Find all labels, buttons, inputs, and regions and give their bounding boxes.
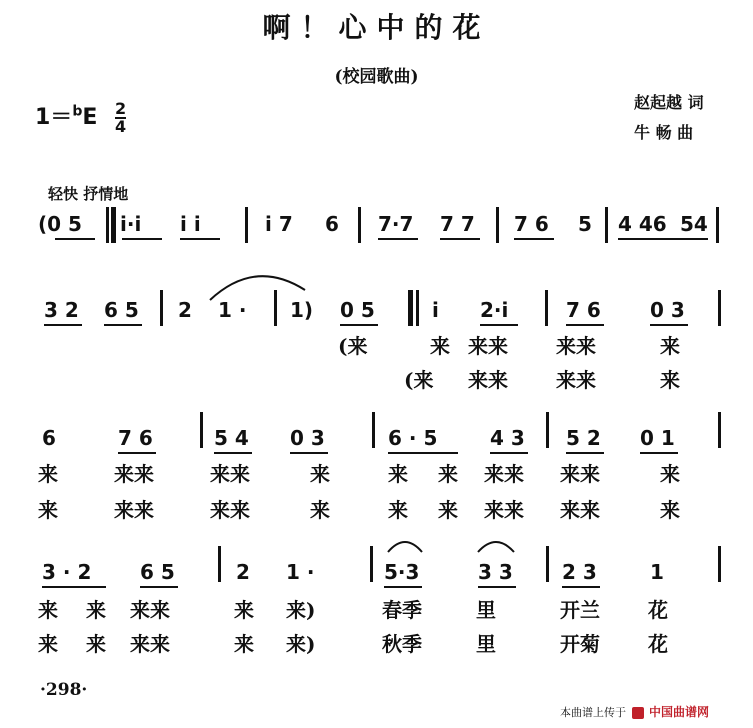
- note-group: 0 3: [650, 298, 685, 322]
- note-group: 7 7: [440, 212, 475, 236]
- note-group: 4 3: [490, 426, 525, 450]
- note-group: 3 2: [44, 298, 79, 322]
- lyric-syllable: 秋季: [382, 632, 422, 656]
- lyric-syllable: 来: [38, 598, 58, 622]
- lyric-syllable: 来来: [560, 498, 600, 522]
- lyric-syllable: 开兰: [560, 598, 600, 622]
- slur-arc: [388, 542, 422, 552]
- note-group: 6 5: [104, 298, 139, 322]
- note-group: 1 ·: [218, 298, 247, 322]
- lyric-syllable: 来: [38, 462, 58, 486]
- lyric-syllable: 来: [388, 462, 408, 486]
- note-group: 7 6: [514, 212, 549, 236]
- note-group: 0 1: [640, 426, 675, 450]
- note-group: 6 · 5: [388, 426, 438, 450]
- lyric-syllable: 来来: [484, 498, 524, 522]
- note-group: 5: [578, 212, 592, 236]
- lyric-syllable: 来: [660, 368, 680, 392]
- lyric-syllable: 来来: [484, 462, 524, 486]
- watermark-site: 中国曲谱网: [649, 705, 710, 719]
- lyric-syllable: 来: [86, 632, 106, 656]
- lyric-syllable: 开菊: [560, 632, 600, 656]
- note-group: i 7: [265, 212, 293, 236]
- time-bottom: 4: [115, 117, 127, 136]
- lyric-syllable: 来): [286, 632, 316, 656]
- lyric-syllable: 来: [438, 462, 458, 486]
- note-group: 0 5: [340, 298, 375, 322]
- note-group: 0 3: [290, 426, 325, 450]
- note-group: 5 2: [566, 426, 601, 450]
- note-group: 3 3: [478, 560, 513, 584]
- lyric-syllable: 里: [476, 598, 496, 622]
- note-group: 1): [290, 298, 314, 322]
- lyric-syllable: 花: [648, 598, 668, 622]
- note-group: 2·i: [480, 298, 509, 322]
- note-group: 2: [236, 560, 250, 584]
- key-note: E: [82, 105, 98, 130]
- note-group: 5·3: [384, 560, 420, 584]
- lyric-syllable: 来: [438, 498, 458, 522]
- note-group: (0 5: [38, 212, 82, 236]
- note-group: 54: [680, 212, 708, 236]
- note-group: 6 5: [140, 560, 175, 584]
- note-group: i: [432, 298, 439, 322]
- note-group: 7 6: [566, 298, 601, 322]
- flat-sign: b: [72, 103, 83, 120]
- lyric-syllable: 来来: [210, 498, 250, 522]
- watermark: [560, 703, 709, 720]
- note-group: 4 46: [618, 212, 667, 236]
- lyric-syllable: 来来: [210, 462, 250, 486]
- lyric-syllable: 来: [310, 462, 330, 486]
- lyric-syllable: 来来: [468, 334, 508, 358]
- tempo-marking: 轻快 抒情地: [48, 185, 129, 203]
- note-group: 3 · 2: [42, 560, 92, 584]
- song-title: 啊！心中的花: [262, 11, 491, 44]
- note-group: 2: [178, 298, 192, 322]
- lyric-syllable: 来: [660, 462, 680, 486]
- lyric-syllable: 来: [234, 632, 254, 656]
- lyric-syllable: 来): [286, 598, 316, 622]
- lyric-syllable: 来来: [130, 598, 170, 622]
- lyric-syllable: 来来: [468, 368, 508, 392]
- note-group: 7·7: [378, 212, 414, 236]
- lyric-syllable: 春季: [382, 598, 422, 622]
- lyric-syllable: 来来: [560, 462, 600, 486]
- note-group: 5 4: [214, 426, 249, 450]
- note-group: 1 ·: [286, 560, 315, 584]
- song-subtitle: (校园歌曲): [334, 67, 419, 87]
- note-group: 6: [42, 426, 56, 450]
- time-top: 2: [115, 99, 127, 118]
- lyric-syllable: 来: [660, 334, 680, 358]
- note-group: 7 6: [118, 426, 153, 450]
- lyric-syllable: 来: [38, 498, 58, 522]
- lyric-syllable: 里: [476, 632, 496, 656]
- lyric-syllable: 来: [388, 498, 408, 522]
- composer-credit: 牛 畅 曲: [634, 123, 694, 142]
- watermark-text: 本曲谱上传于: [560, 706, 626, 719]
- lyric-syllable: 来来: [114, 498, 154, 522]
- note-group: 6: [325, 212, 339, 236]
- page-number: ·298·: [40, 680, 88, 700]
- lyric-syllable: 来: [38, 632, 58, 656]
- lyric-syllable: 来来: [130, 632, 170, 656]
- site-logo-icon: [632, 707, 644, 719]
- slur-arc: [478, 542, 514, 552]
- lyric-syllable: 来来: [114, 462, 154, 486]
- note-group: i·i: [120, 212, 142, 236]
- note-group: 1: [650, 560, 664, 584]
- lyric-syllable: (来: [338, 334, 368, 358]
- lyric-syllable: 来: [660, 498, 680, 522]
- note-group: 2 3: [562, 560, 597, 584]
- tie-arc: [210, 276, 305, 300]
- lyric-syllable: 来: [310, 498, 330, 522]
- lyric-syllable: 来: [430, 334, 450, 358]
- lyric-syllable: 花: [648, 632, 668, 656]
- lyricist-credit: 赵起越 词: [634, 93, 704, 112]
- lyric-syllable: 来来: [556, 368, 596, 392]
- key-prefix: 1＝: [35, 105, 73, 130]
- note-group: i i: [180, 212, 201, 236]
- lyric-syllable: 来来: [556, 334, 596, 358]
- lyric-syllable: (来: [404, 368, 434, 392]
- lyric-syllable: 来: [86, 598, 106, 622]
- lyric-syllable: 来: [234, 598, 254, 622]
